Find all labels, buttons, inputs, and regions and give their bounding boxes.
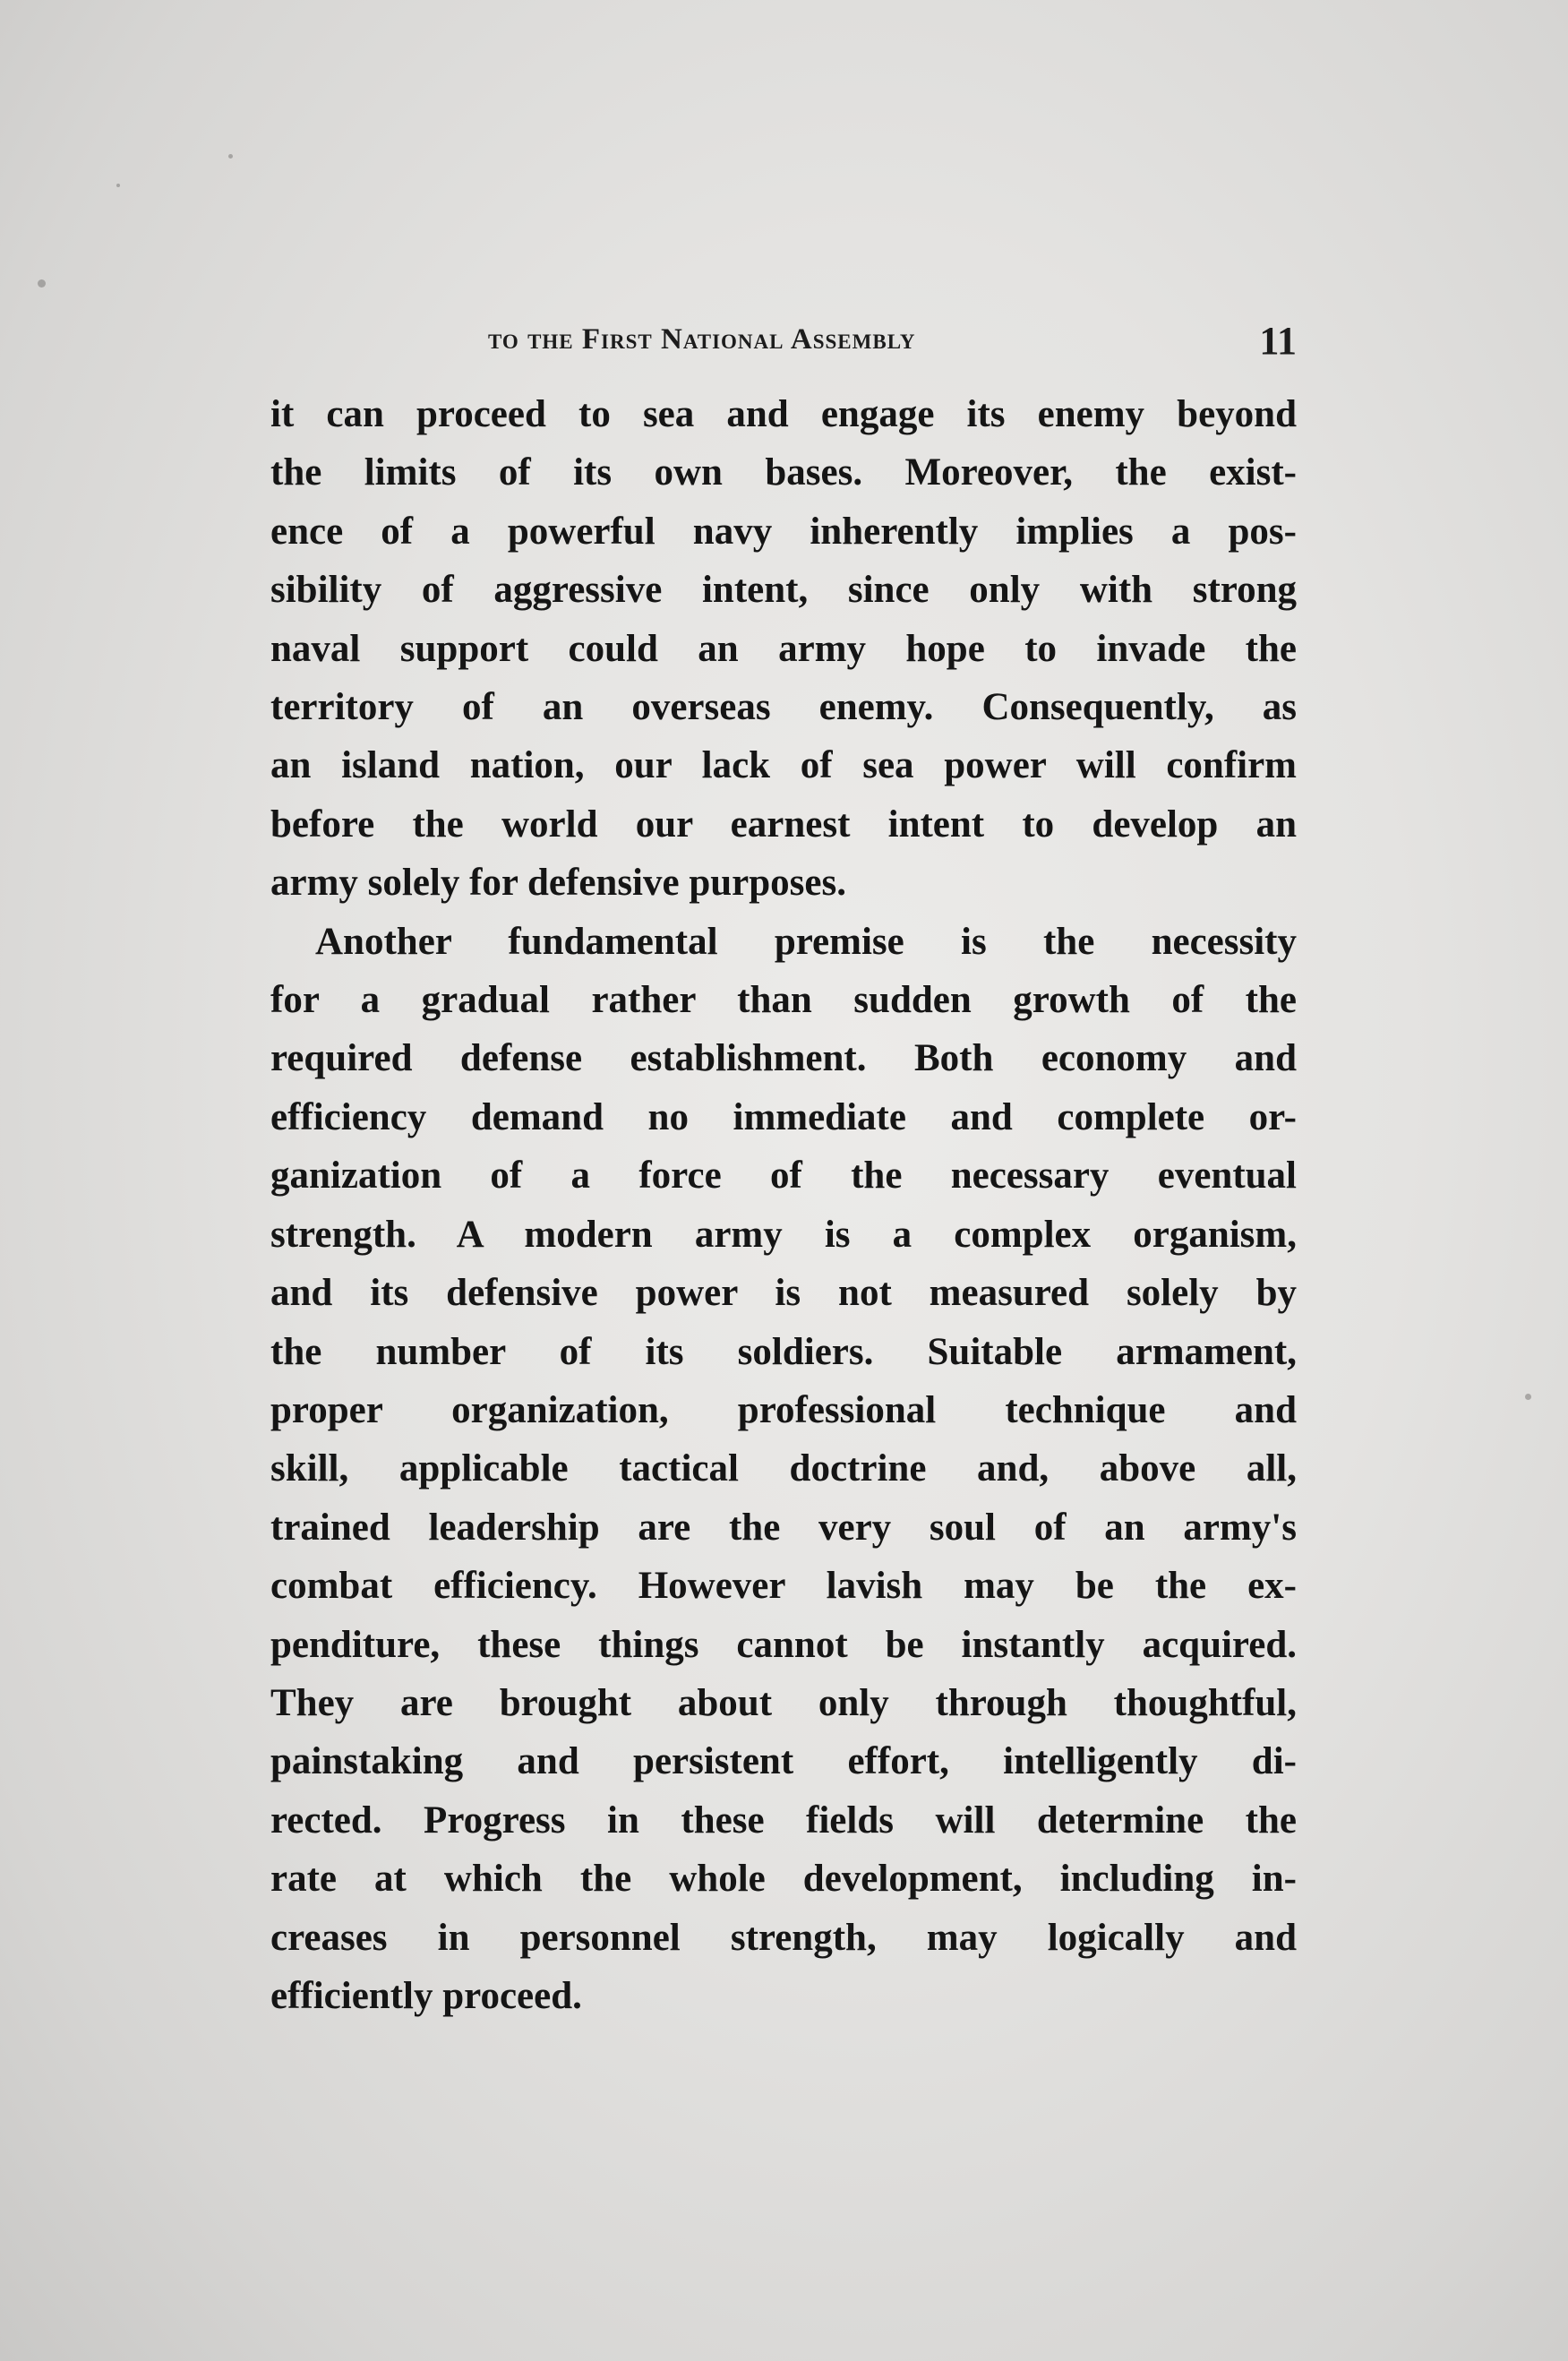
text-line: for a gradual rather than sudden growth of the: [270, 979, 1297, 1022]
text-line: efficiently proceed.: [270, 1974, 582, 2017]
text-line: the number of its soldiers. Suitable armament,: [270, 1330, 1297, 1373]
scan-speck: [38, 279, 46, 288]
text-line: combat efficiency. However lavish may be the ex-: [270, 1565, 1297, 1608]
text-line: creases in personnel strength, may logically and: [270, 1916, 1297, 1959]
paragraph: [270, 385, 1297, 913]
text-line: proper organization, professional technique and: [270, 1388, 1297, 1431]
text-line: the limits of its own bases. Moreover, the exist-: [270, 451, 1297, 494]
text-line: ence of a powerful navy inherently implies a pos-: [270, 510, 1297, 553]
text-line: rate at which the whole development, including in-: [270, 1858, 1297, 1901]
text-line: strength. A modern army is a complex organism,: [270, 1213, 1297, 1256]
text-line: skill, applicable tactical doctrine and, above all,: [270, 1447, 1297, 1490]
text-line: naval support could an army hope to invade the: [270, 627, 1297, 670]
scan-speck: [1525, 1394, 1531, 1400]
text-line: territory of an overseas enemy. Consequently, as: [270, 686, 1297, 729]
text-line: trained leadership are the very soul of an army's: [270, 1506, 1297, 1549]
text-line: before the world our earnest intent to develop an: [270, 803, 1297, 846]
text-line: They are brought about only through thoughtful,: [270, 1681, 1297, 1724]
text-line: required defense establishment. Both economy and: [270, 1037, 1297, 1080]
running-title: to the First National Assembly: [488, 323, 916, 356]
page-number: 11: [1259, 319, 1297, 363]
scan-speck: [228, 154, 233, 159]
text-line: and its defensive power is not measured solely by: [270, 1272, 1297, 1315]
text-line: army solely for defensive purposes.: [270, 862, 846, 905]
paragraph: [270, 913, 1297, 2026]
text-line: rected. Progress in these fields will determine the: [270, 1799, 1297, 1842]
running-head: [269, 318, 1297, 372]
text-line: ganization of a force of the necessary eventual: [270, 1155, 1297, 1198]
text-line: an island nation, our lack of sea power will confirm: [270, 744, 1297, 787]
scan-speck: [116, 184, 120, 187]
text-line: efficiency demand no immediate and complete or-: [270, 1095, 1297, 1138]
body-text: [270, 385, 1297, 2025]
text-line: sibility of aggressive intent, since only with strong: [270, 569, 1297, 612]
text-line: it can proceed to sea and engage its enemy beyond: [270, 393, 1297, 435]
text-line: penditure, these things cannot be instantly acquired.: [270, 1623, 1297, 1666]
text-line: Another fundamental premise is the necessity: [315, 920, 1297, 963]
text-line: painstaking and persistent effort, intelligently di-: [270, 1740, 1297, 1783]
